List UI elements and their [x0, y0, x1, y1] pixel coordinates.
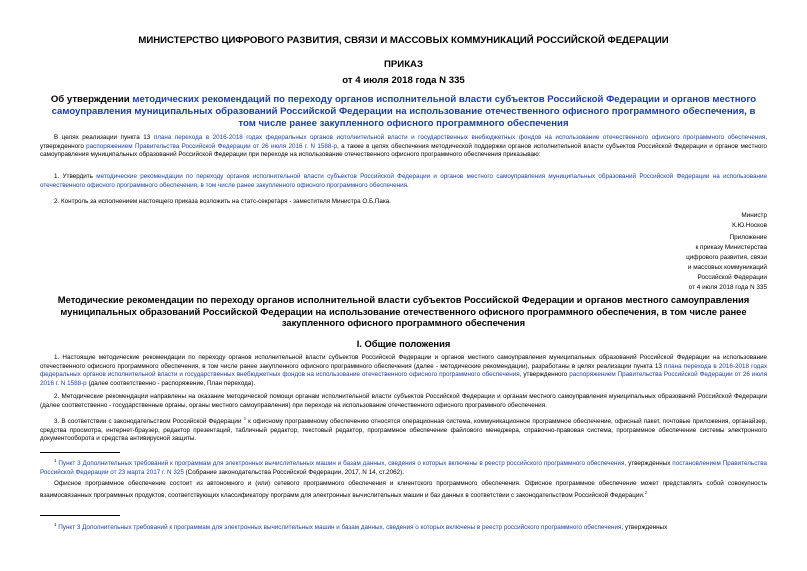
signature-name: К.Ю.Носков — [732, 222, 767, 229]
appendix-line-6: от 4 июля 2018 года N 335 — [688, 284, 767, 291]
signature-block — [732, 211, 767, 231]
order-title-link[interactable]: методических рекомендаций по переходу органов исполнительной власти субъектов Российской Федерации и органов местного самоуправления муниципальных образований Российской Федерации на использование отечественного офисного программного обеспечения, в том числе ранее закупленного офисного программного обеспечения — [51, 94, 757, 129]
paragraph-1 — [40, 354, 767, 388]
footnote-separator-2 — [40, 515, 120, 516]
appendix-line-3: цифрового развития, связи — [686, 254, 767, 261]
footnote-ref-1[interactable]: 1 — [243, 416, 247, 421]
para-3-text-1: 3. В соответствии с законодательством Российской Федерации — [54, 418, 244, 426]
para-4-text: Офисное программное обеспечение состоит из автономного и (или) сетевого программного обеспечения и клиентского программного обеспечения. Офисное программное обеспечение может представлять собой совокупность взаимосвязанных программных продуктов, соответствующих классификатору программ для электронных вычислительных машин и баз данных в соответствии с законодательством Российской Федерации. — [40, 480, 767, 499]
item-1-suffix: . — [407, 181, 409, 189]
footnote-2-text: , утвержденных — [621, 524, 668, 532]
preamble-text-2: , утвержденного — [40, 134, 768, 150]
decree-link[interactable]: распоряжением Правительства Российской Федерации от 26 июля 2016 г. N 1588-р — [86, 142, 337, 150]
footnote-1 — [40, 457, 767, 477]
item-2-text: 2. Контроль за исполнением настоящего приказа возложить на статс-секретаря - заместителя Министра О.Б.Пака. — [54, 198, 392, 205]
footnote-1-decree-link[interactable]: постановлением Правительства Российской Федерации от 23 марта 2017 г. N 325 — [40, 460, 768, 476]
section-heading: I. Общие положения — [356, 338, 451, 349]
order-title — [50, 94, 757, 130]
footnote-1-text-2: (Собрание законодательства Российской Федерации, 2017, N 14, ст.2062). — [183, 468, 405, 476]
footnote-2 — [40, 521, 767, 533]
paragraph-2 — [40, 393, 767, 410]
order-item-2 — [40, 198, 767, 207]
para-1-text-3: (далее соответственно - распоряжение, План перехода). — [86, 379, 256, 387]
ministry-name: МИНИСТЕРСТВО ЦИФРОВОГО РАЗВИТИЯ, СВЯЗИ И МАССОВЫХ КОММУНИКАЦИЙ РОССИЙСКОЙ ФЕДЕРАЦИИ — [138, 35, 669, 46]
para-2-text: 2. Методические рекомендации направлены на оказание методической помощи органам исполнительной власти субъектов Российской Федерации и органам местного самоуправления муниципальных образований Российской Федерации (далее соответственно - государственные органы, органы местного самоуправления) при переходе на использование отечественного офисного программного обеспечения. — [40, 393, 767, 409]
document-date: от 4 июля 2018 года N 335 — [342, 75, 465, 86]
footnote-2-link[interactable]: Пункт 3 Дополнительных требований к программам для электронных вычислительных машин и базам данных, сведения о которых включены в реестр российского программного обеспечения — [58, 524, 622, 532]
para-1-text-2: , утвержденного — [519, 371, 570, 379]
recommendations-title: Методические рекомендации по переходу органов исполнительной власти субъектов Российской Федерации и органов местного самоуправления муниципальных образований Российской Федерации на использование отечественного офисного программного обеспечения, в том числе ранее закупленного офисного программного обеспечения — [57, 294, 750, 328]
plan-link[interactable]: плана перехода в 2016-2018 годах федеральных органов исполнительной власти и государственных внебюджетных фондов на использование отечественного офисного программного обеспечения — [153, 134, 766, 141]
footnote-1-mark: 1 — [54, 458, 57, 463]
footnote-1-text-1: , утвержденных — [624, 460, 673, 468]
appendix-line-5: Российской Федерации — [697, 274, 767, 281]
preamble-text-3: , а также в целях обеспечения методической поддержки органов исполнительной власти субъектов Российской Федерации и органов местного самоуправления муниципальных образований Российской Федерации при переходе на использование отечественного офисного программного обеспечения приказываю: — [40, 142, 767, 159]
document-type: ПРИКАЗ — [384, 59, 423, 70]
footnote-1-link[interactable]: Пункт 3 Дополнительных требований к программам для электронных вычислительных машин и базам данных, сведения о которых включены в реестр российского программного обеспечения — [58, 460, 625, 468]
appendix-block — [686, 233, 767, 293]
signature-role: Министр — [741, 212, 767, 219]
preamble-text-1: В целях реализации пункта 13 — [54, 134, 154, 141]
paragraph-3 — [40, 415, 767, 444]
recommendations-link[interactable]: методические рекомендации по переходу органов исполнительной власти субъектов Российской Федерации и органов местного самоуправления муниципальных образований Российской Федерации на использование отечественного офисного программного обеспечения, в том числе ранее закупленного офисного программного обеспечения — [40, 173, 767, 189]
item-1-prefix: 1. Утвердить — [54, 173, 97, 180]
appendix-line-1: Приложение — [729, 234, 767, 241]
paragraph-4 — [40, 480, 767, 500]
preamble — [40, 134, 767, 160]
appendix-line-4: и массовых коммуникаций — [687, 264, 767, 271]
footnote-ref-2[interactable]: 2 — [644, 489, 648, 495]
order-title-prefix: Об утверждении — [50, 94, 133, 105]
footnote-separator — [40, 452, 120, 453]
para-1-text-1: 1. Настоящие методические рекомендации по переходу органов исполнительной власти субъектов Российской Федерации и органов местного самоуправления муниципальных образований Российской Федерации на использование отечественного офисного программного обеспечения, в том числе ранее закупленного офисного программного обеспечения (далее - методические рекомендации), разработаны в целях реализации пункта 13 — [40, 354, 767, 370]
para-3-text-2: к офисному программному обеспечению относятся операционная система, коммуникационное программное обеспечение, офисный пакет, почтовые приложения, органайзер, средства просмотра, интернет-браузер, редактор презентаций, табличный редактор, текстовый редактор, программное обеспечение файлового менеджера, справочно-правовая система, программное обеспечение системы электронного документооборота и средства антивирусной защиты. — [40, 418, 767, 443]
para-1-plan-link[interactable]: плана перехода в 2016-2018 годах федеральных органов исполнительной власти и государственных внебюджетных фондов на использование отечественного офисного программного обеспечения — [40, 362, 768, 379]
para-1-decree-link[interactable]: распоряжением Правительства Российской Федерации от 26 июля 2016 г. N 1588-р — [40, 371, 767, 387]
appendix-line-2: к приказу Министерства — [695, 244, 767, 251]
footnote-2-mark: 1 — [54, 522, 57, 527]
order-item-1 — [40, 173, 767, 190]
